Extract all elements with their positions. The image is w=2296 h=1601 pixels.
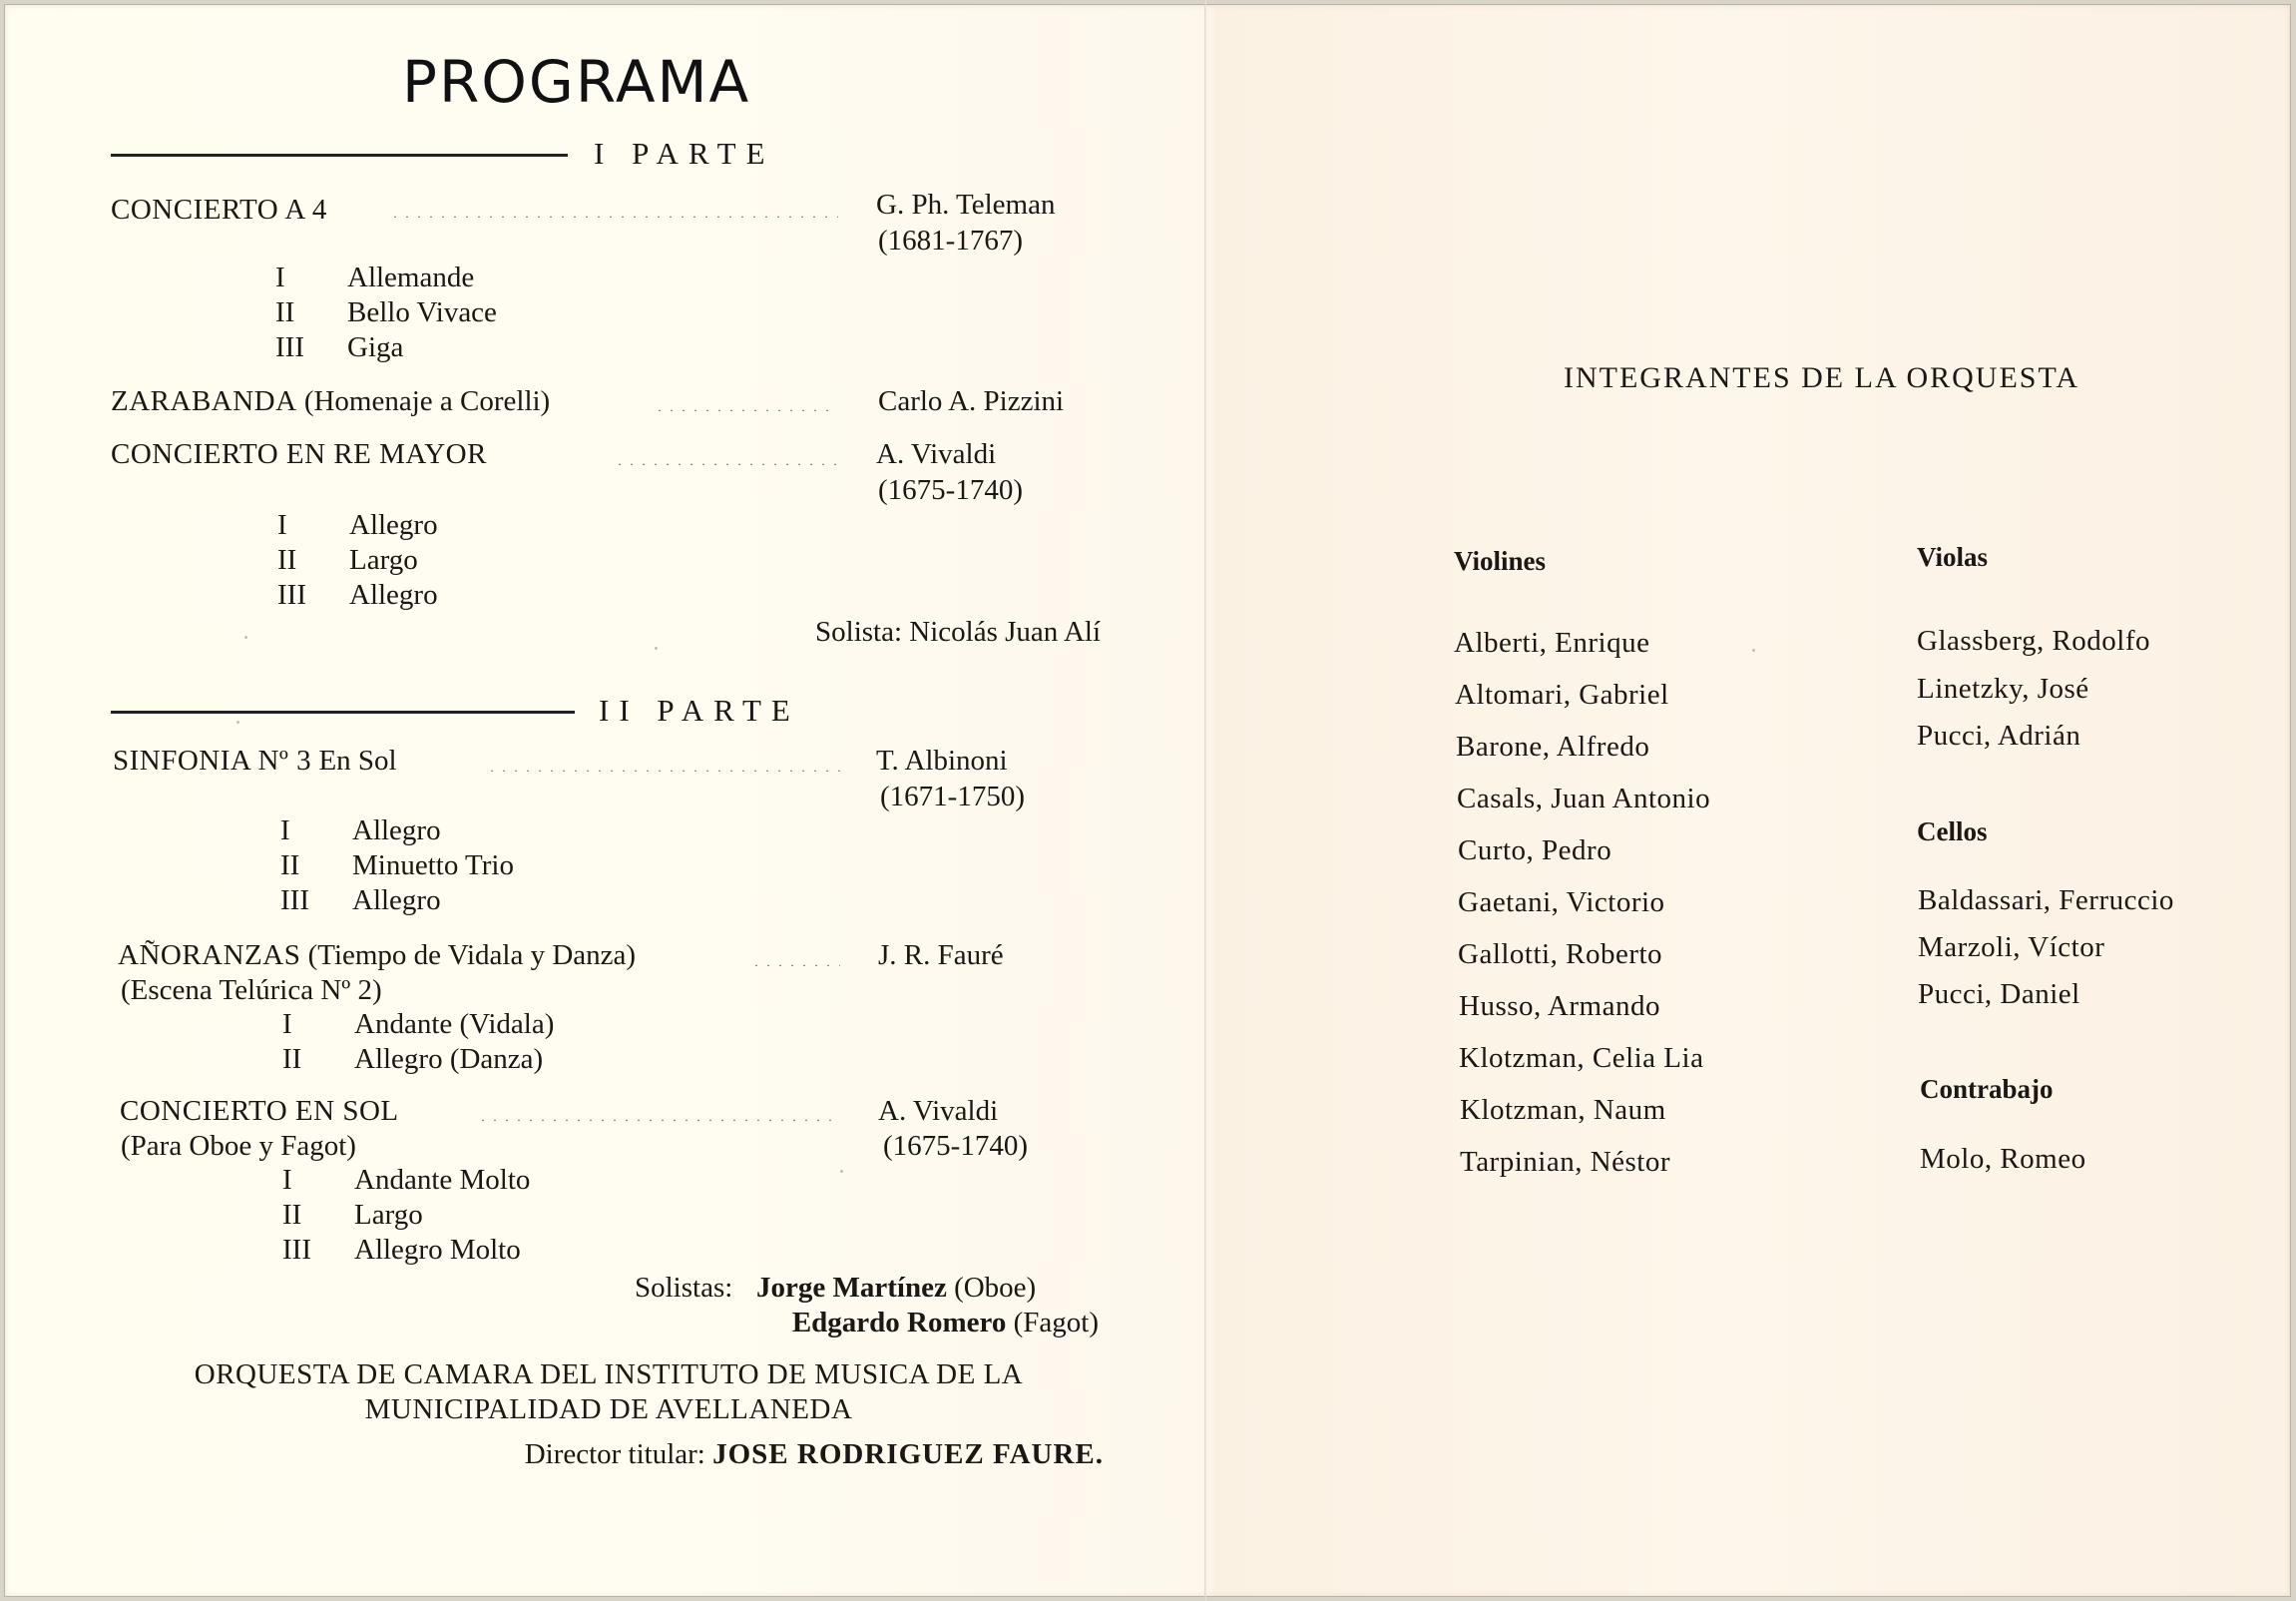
paper-speck — [236, 721, 239, 724]
work-subtitle-2: (Escena Telúrica Nº 2) — [121, 974, 382, 1006]
soloist-instrument: (Fagot) — [1013, 1307, 1099, 1338]
movement-number: III — [282, 1234, 311, 1266]
soloist-row — [792, 1306, 1099, 1339]
paper-speck — [840, 1170, 843, 1173]
work-subtitle: En Sol — [318, 745, 397, 777]
work-composer: T. Albinoni — [876, 745, 1008, 777]
member-name: Glassberg, Rodolfo — [1917, 625, 2151, 657]
work-title-row — [111, 384, 550, 418]
member-name: Baldassari, Ferruccio — [1918, 884, 2174, 916]
part-one-label: I PARTE — [594, 136, 775, 171]
work-title: CONCIERTO EN SOL — [120, 1095, 399, 1127]
movement-name: Andante Molto — [354, 1164, 531, 1196]
work-title: ZARABANDA — [111, 385, 297, 417]
section-heading-violines: Violines — [1454, 546, 1547, 576]
movement-name: Bello Vivace — [347, 296, 497, 328]
movement-number: II — [282, 1043, 302, 1075]
movement-name: Allegro — [349, 579, 438, 611]
movement-name: Allegro — [352, 884, 441, 916]
leader-dots — [750, 964, 840, 966]
section-heading-cellos: Cellos — [1917, 816, 1988, 846]
movement-number: III — [280, 884, 309, 916]
soloist-credit — [815, 615, 1101, 649]
member-name: Pucci, Adrián — [1917, 720, 2081, 752]
movement-number: I — [280, 814, 290, 846]
work-title: CONCIERTO EN RE MAYOR — [111, 438, 487, 470]
member-name: Gallotti, Roberto — [1458, 938, 1663, 970]
composer-dates: (1671-1750) — [880, 781, 1025, 812]
soloist-label: Solista: — [815, 616, 903, 648]
section-heading-violas: Violas — [1917, 542, 1989, 572]
movement-number: III — [277, 579, 306, 611]
member-name: Marzoli, Víctor — [1918, 931, 2105, 963]
program-title: PROGRAMA — [402, 48, 751, 116]
soloist-name: Nicolás Juan Alí — [909, 616, 1101, 648]
paper-speck — [244, 636, 247, 639]
leader-dots — [486, 770, 840, 772]
movement-name: Andante (Vidala) — [354, 1008, 555, 1040]
part-one-rule — [111, 154, 568, 157]
member-name: Barone, Alfredo — [1456, 731, 1650, 763]
director-label: Director titular: — [524, 1438, 705, 1470]
work-subtitle: (Homenaje a Corelli) — [303, 385, 551, 417]
part-two-rule — [111, 711, 575, 714]
work-subtitle: (Tiempo de Vidala y Danza) — [307, 939, 637, 971]
director-credit — [525, 1437, 1104, 1471]
movement-name: Allegro — [349, 509, 438, 541]
soloist-name: Edgardo Romero — [791, 1307, 1007, 1338]
soloist-name: Jorge Martínez — [756, 1272, 947, 1304]
member-name: Pucci, Daniel — [1918, 978, 2080, 1010]
paper-speck — [655, 647, 658, 650]
movement-number: III — [275, 331, 304, 363]
work-subtitle-2: (Para Oboe y Fagot) — [121, 1130, 356, 1162]
director-name: JOSE RODRIGUEZ FAURE. — [712, 1438, 1104, 1470]
member-name: Klotzman, Naum — [1460, 1094, 1666, 1126]
movement-name: Allemande — [347, 262, 475, 293]
composer-dates: (1681-1767) — [878, 225, 1023, 257]
movement-name: Largo — [349, 544, 418, 576]
movement-number: I — [282, 1164, 292, 1196]
composer-dates: (1675-1740) — [883, 1130, 1028, 1162]
leader-dots — [477, 1119, 841, 1121]
leader-dots — [614, 463, 838, 465]
leader-dots — [654, 409, 838, 411]
work-title: CONCIERTO A 4 — [111, 194, 327, 226]
paper-speck — [1752, 649, 1755, 652]
member-name: Husso, Armando — [1459, 990, 1660, 1022]
movement-name: Allegro (Danza) — [354, 1043, 544, 1075]
member-name: Altomari, Gabriel — [1455, 679, 1669, 711]
work-title-row — [118, 938, 636, 972]
movement-number: II — [275, 296, 295, 328]
member-name: Curto, Pedro — [1458, 834, 1612, 866]
orchestra-members-title: INTEGRANTES DE LA ORQUESTA — [1564, 361, 2080, 394]
work-title: AÑORANZAS — [118, 939, 301, 971]
movement-number: I — [275, 262, 285, 293]
orchestra-name-line-2: MUNICIPALIDAD DE AVELLANEDA — [364, 1393, 853, 1425]
part-two-label: II PARTE — [599, 693, 800, 728]
movement-number: II — [280, 849, 300, 881]
work-composer: G. Ph. Teleman — [876, 189, 1056, 221]
work-composer: Carlo A. Pizzini — [878, 385, 1065, 417]
work-title: SINFONIA Nº 3 — [113, 745, 312, 777]
movement-number: II — [282, 1199, 302, 1231]
movement-name: Minuetto Trio — [352, 849, 514, 881]
movement-number: II — [277, 544, 297, 576]
page-fold — [1204, 0, 1206, 1601]
member-name: Gaetani, Victorio — [1458, 886, 1665, 918]
movement-name: Giga — [347, 331, 404, 363]
soloists-label: Solistas: — [635, 1272, 733, 1304]
soloist-row — [756, 1271, 1036, 1305]
work-composer: A. Vivaldi — [876, 438, 997, 470]
movement-name: Allegro Molto — [354, 1234, 521, 1266]
member-name: Linetzky, José — [1917, 673, 2089, 705]
movement-name: Largo — [354, 1199, 423, 1231]
movement-number: I — [277, 509, 287, 541]
work-composer: J. R. Fauré — [878, 939, 1004, 971]
leader-dots — [389, 216, 838, 218]
member-name: Molo, Romeo — [1920, 1143, 2086, 1175]
member-name: Alberti, Enrique — [1454, 627, 1650, 659]
soloist-instrument: (Oboe) — [954, 1272, 1037, 1304]
member-name: Klotzman, Celia Lia — [1459, 1042, 1704, 1074]
member-name: Casals, Juan Antonio — [1457, 783, 1711, 814]
section-heading-contrabajo: Contrabajo — [1920, 1074, 2054, 1104]
composer-dates: (1675-1740) — [878, 474, 1023, 506]
work-composer: A. Vivaldi — [878, 1095, 999, 1127]
movement-name: Allegro — [352, 814, 441, 846]
member-name: Tarpinian, Néstor — [1460, 1146, 1671, 1178]
movement-number: I — [282, 1008, 292, 1040]
work-title-row — [113, 744, 397, 778]
orchestra-name-line-1: ORQUESTA DE CAMARA DEL INSTITUTO DE MUSICA DE LA — [194, 1358, 1024, 1390]
